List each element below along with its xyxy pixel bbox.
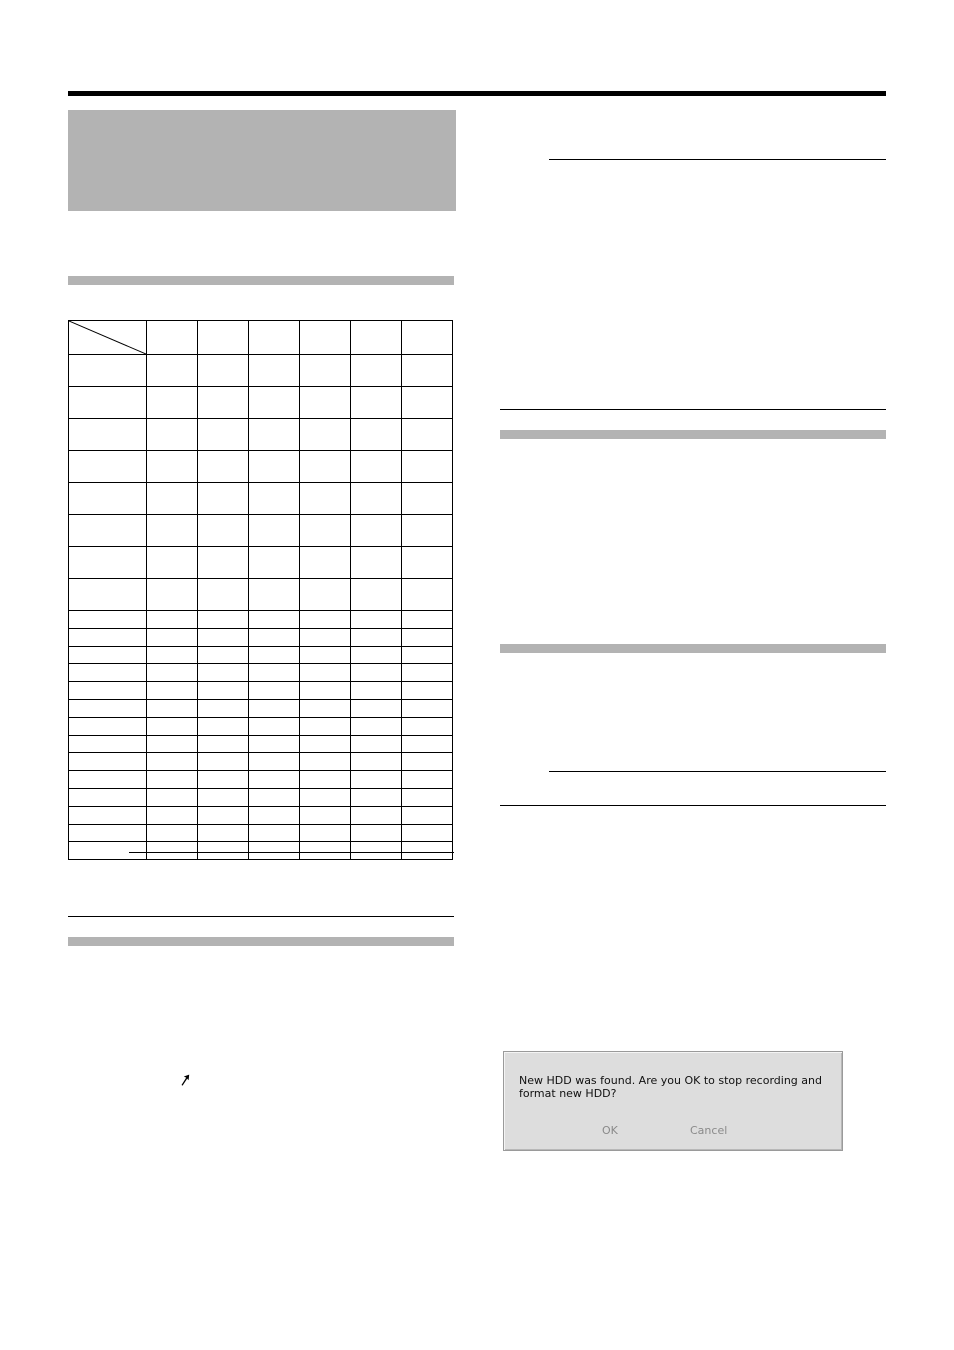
table-cell xyxy=(198,419,249,451)
table-cell xyxy=(300,355,351,387)
table-cell xyxy=(300,664,351,682)
table-row xyxy=(69,611,453,629)
table-cell xyxy=(351,806,402,824)
table-cell xyxy=(351,753,402,771)
table-header-cell xyxy=(402,321,453,355)
table-cell xyxy=(198,483,249,515)
table-cell xyxy=(69,771,147,789)
table-cell xyxy=(69,387,147,419)
table-cell xyxy=(300,646,351,664)
table-cell xyxy=(249,806,300,824)
table-cell xyxy=(198,451,249,483)
table-cell xyxy=(69,753,147,771)
table-cell xyxy=(300,628,351,646)
table-cell xyxy=(69,355,147,387)
table-cell xyxy=(69,483,147,515)
table-cell xyxy=(300,579,351,611)
table-cell xyxy=(300,842,351,860)
table-row xyxy=(69,515,453,547)
table-cell xyxy=(147,717,198,735)
table-cell xyxy=(402,355,453,387)
table-cell xyxy=(198,717,249,735)
table-cell xyxy=(249,717,300,735)
table-cell xyxy=(147,483,198,515)
table-cell xyxy=(351,842,402,860)
table-cell xyxy=(69,515,147,547)
table-cell xyxy=(249,824,300,842)
table-cell xyxy=(249,788,300,806)
table-cell xyxy=(402,451,453,483)
table-cell xyxy=(249,646,300,664)
table-cell xyxy=(198,753,249,771)
table-cell xyxy=(402,717,453,735)
table-cell xyxy=(351,628,402,646)
table-cell xyxy=(402,682,453,700)
table-cell xyxy=(351,735,402,753)
table-row xyxy=(69,842,453,860)
table-row xyxy=(69,682,453,700)
table-cell xyxy=(402,483,453,515)
table-cell xyxy=(249,735,300,753)
table-cell xyxy=(351,664,402,682)
section-bar-3 xyxy=(500,430,886,439)
table-cell xyxy=(249,515,300,547)
table-corner-cell xyxy=(69,321,147,355)
note-rule-right-4 xyxy=(500,805,886,806)
table-cell xyxy=(300,771,351,789)
table-cell xyxy=(69,547,147,579)
table-cell xyxy=(300,699,351,717)
table-cell xyxy=(198,699,249,717)
table-cell xyxy=(147,842,198,860)
table-cell xyxy=(147,824,198,842)
table-row xyxy=(69,806,453,824)
table-cell xyxy=(147,387,198,419)
section-bar-2 xyxy=(68,937,454,946)
table-cell xyxy=(249,547,300,579)
table-cell xyxy=(147,788,198,806)
table-cell xyxy=(351,824,402,842)
table-cell xyxy=(402,387,453,419)
table-row xyxy=(69,824,453,842)
table-cell xyxy=(351,682,402,700)
table-row xyxy=(69,451,453,483)
table-row xyxy=(69,579,453,611)
table-cell xyxy=(69,579,147,611)
table-cell xyxy=(147,451,198,483)
diagonal-line xyxy=(69,321,146,354)
table-cell xyxy=(300,806,351,824)
table-cell xyxy=(351,451,402,483)
table-cell xyxy=(300,788,351,806)
table-cell xyxy=(300,824,351,842)
table-row xyxy=(69,735,453,753)
table-cell xyxy=(69,664,147,682)
table-cell xyxy=(402,547,453,579)
table-cell xyxy=(249,579,300,611)
table-cell xyxy=(300,483,351,515)
table-header-cell xyxy=(351,321,402,355)
table-cell xyxy=(249,771,300,789)
note-rule-right-1 xyxy=(549,159,886,160)
table-row xyxy=(69,699,453,717)
table-cell xyxy=(249,387,300,419)
table-cell xyxy=(300,753,351,771)
table-cell xyxy=(147,699,198,717)
table-cell xyxy=(147,579,198,611)
table-cell xyxy=(249,355,300,387)
table-cell xyxy=(69,735,147,753)
table-row xyxy=(69,664,453,682)
table-cell xyxy=(198,771,249,789)
table-cell xyxy=(69,451,147,483)
table-cell xyxy=(249,664,300,682)
table-cell xyxy=(402,515,453,547)
ok-button[interactable]: OK xyxy=(602,1124,618,1137)
table-cell xyxy=(351,387,402,419)
table-row xyxy=(69,771,453,789)
cancel-button[interactable]: Cancel xyxy=(690,1124,728,1137)
table-cell xyxy=(147,753,198,771)
table-cell xyxy=(198,646,249,664)
table-cell xyxy=(351,771,402,789)
table-row xyxy=(69,547,453,579)
table-cell xyxy=(249,451,300,483)
note-rule-top xyxy=(129,852,454,853)
table-row xyxy=(69,628,453,646)
table-cell xyxy=(351,419,402,451)
table-row xyxy=(69,387,453,419)
table-cell xyxy=(198,355,249,387)
table-cell xyxy=(147,682,198,700)
table-cell xyxy=(351,547,402,579)
table-row xyxy=(69,717,453,735)
table-cell xyxy=(198,824,249,842)
table-cell xyxy=(147,419,198,451)
table-cell xyxy=(249,628,300,646)
note-rule-bottom xyxy=(68,916,454,917)
table-cell xyxy=(198,547,249,579)
table-cell xyxy=(402,806,453,824)
section-bar-1 xyxy=(68,276,454,285)
table-cell xyxy=(69,717,147,735)
note-rule-right-3 xyxy=(549,771,886,772)
table-cell xyxy=(402,771,453,789)
table-cell xyxy=(351,355,402,387)
table-row xyxy=(69,788,453,806)
table-cell xyxy=(402,628,453,646)
table-cell xyxy=(198,842,249,860)
dialog-message: New HDD was found. Are you OK to stop recording and format new HDD? xyxy=(519,1074,822,1100)
table-cell xyxy=(147,771,198,789)
table-cell xyxy=(69,788,147,806)
table-cell xyxy=(351,699,402,717)
table-cell xyxy=(351,579,402,611)
table-cell xyxy=(147,611,198,629)
table-cell xyxy=(300,515,351,547)
table-cell xyxy=(300,735,351,753)
table-cell xyxy=(69,682,147,700)
table-row xyxy=(69,483,453,515)
table-cell xyxy=(198,664,249,682)
table-cell xyxy=(147,515,198,547)
table-cell xyxy=(147,806,198,824)
table-cell xyxy=(402,753,453,771)
table-cell xyxy=(351,515,402,547)
table-cell xyxy=(198,788,249,806)
note-rule-right-2 xyxy=(500,409,886,410)
table-cell xyxy=(69,806,147,824)
table-cell xyxy=(402,788,453,806)
page-top-rule xyxy=(68,91,886,96)
table-cell xyxy=(69,628,147,646)
table-cell xyxy=(300,387,351,419)
table-cell xyxy=(198,611,249,629)
table-cell xyxy=(198,515,249,547)
table-cell xyxy=(402,699,453,717)
table-cell xyxy=(249,483,300,515)
arrow-up-right-icon xyxy=(180,1071,190,1083)
title-block xyxy=(68,110,456,211)
table-cell xyxy=(351,611,402,629)
table-cell xyxy=(351,788,402,806)
table-cell xyxy=(249,699,300,717)
table-cell xyxy=(69,611,147,629)
table-header-row xyxy=(69,321,453,355)
table-cell xyxy=(147,547,198,579)
table-cell xyxy=(249,419,300,451)
table-cell xyxy=(249,611,300,629)
table-cell xyxy=(69,646,147,664)
table-cell xyxy=(198,628,249,646)
format-hdd-dialog xyxy=(503,1051,843,1151)
table-cell xyxy=(402,842,453,860)
table-cell xyxy=(402,579,453,611)
table-cell xyxy=(147,628,198,646)
table-cell xyxy=(147,355,198,387)
table-cell xyxy=(300,419,351,451)
table-row xyxy=(69,419,453,451)
table-cell xyxy=(402,824,453,842)
section-bar-4 xyxy=(500,644,886,653)
table-cell xyxy=(147,735,198,753)
table-cell xyxy=(351,483,402,515)
table-cell xyxy=(198,579,249,611)
table-cell xyxy=(249,842,300,860)
table-header-cell xyxy=(147,321,198,355)
table-cell xyxy=(147,664,198,682)
table-cell xyxy=(198,387,249,419)
table-cell xyxy=(198,735,249,753)
table-cell xyxy=(351,717,402,735)
table-cell xyxy=(300,547,351,579)
table-cell xyxy=(198,806,249,824)
table-cell xyxy=(69,842,147,860)
table-cell xyxy=(300,611,351,629)
table-cell xyxy=(402,646,453,664)
table-cell xyxy=(351,646,402,664)
table-row xyxy=(69,355,453,387)
table-cell xyxy=(249,682,300,700)
table-cell xyxy=(147,646,198,664)
table-cell xyxy=(402,664,453,682)
table-cell xyxy=(249,753,300,771)
table-header-cell xyxy=(198,321,249,355)
table-cell xyxy=(69,419,147,451)
table-cell xyxy=(300,717,351,735)
table-cell xyxy=(198,682,249,700)
table-cell xyxy=(69,824,147,842)
table-cell xyxy=(300,682,351,700)
table-header-cell xyxy=(249,321,300,355)
spec-table xyxy=(68,320,453,860)
table-cell xyxy=(402,419,453,451)
table-cell xyxy=(69,699,147,717)
table-header-cell xyxy=(300,321,351,355)
table-cell xyxy=(402,735,453,753)
table-row xyxy=(69,753,453,771)
table-cell xyxy=(300,451,351,483)
table-row xyxy=(69,646,453,664)
table-cell xyxy=(402,611,453,629)
